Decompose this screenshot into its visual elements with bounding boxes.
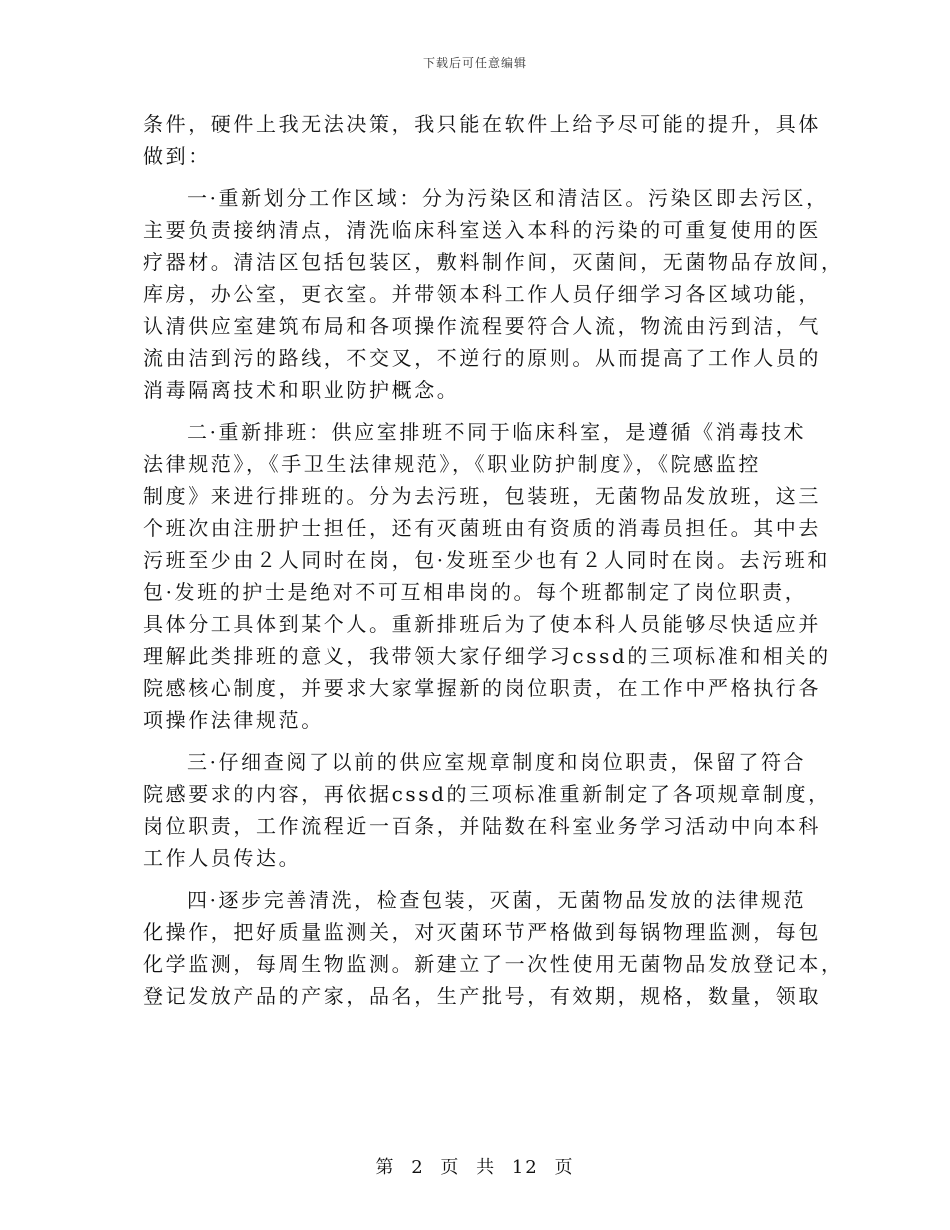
text-line: 工作人员传达。	[143, 846, 302, 870]
paragraph-first-line: 三·仔细查阅了以前的供应室规章制度和岗位职责，保留了符合	[187, 750, 807, 774]
text-line: 具体分工具体到某个人。重新排班后为了使本科人员能够尽快适应并	[143, 612, 821, 636]
text-line: 认清供应室建筑布局和各项操作流程要符合人流，物流由污到洁，气	[143, 314, 821, 338]
text-line: 条件，硬件上我无法决策，我只能在软件上给予尽可能的提升，具体	[143, 112, 821, 136]
paragraph-first-line: 一·重新划分工作区域：分为污染区和清洁区。污染区即去污区，	[187, 186, 829, 210]
text-line: 疗器材。清洁区包括包装区，敷料制作间，灭菌间，无菌物品存放间，	[143, 250, 844, 274]
text-line: 库房，办公室，更衣室。并带领本科工作人员仔细学习各区域功能，	[143, 282, 821, 306]
text-line: 消毒隔离技术和职业防护概念。	[143, 378, 460, 402]
text-line: 做到：	[143, 144, 211, 168]
text-line: 项操作法律规范。	[143, 708, 324, 732]
page-header: 下载后可任意编辑	[422, 56, 527, 70]
text-line: 包·发班的护士是绝对不可互相串岗的。每个班都制定了岗位职责，	[143, 580, 808, 604]
text-line: 法律规范》，《手卫生法律规范》，《职业防护制度》，《院感监控	[143, 452, 761, 476]
text-line: 岗位职责，工作流程近一百条，并陆数在科室业务学习活动中向本科	[143, 814, 821, 838]
text-line: 院感要求的内容，再依据cssd的三项标准重新制定了各项规章制度，	[143, 782, 831, 806]
document-body	[143, 108, 844, 1012]
text-line: 登记发放产品的产家，品名，生产批号，有效期，规格，数量，领取	[143, 984, 821, 1008]
text-line: 理解此类排班的意义，我带领大家仔细学习cssd的三项标准和相关的	[143, 644, 831, 668]
text-line: 污班至少由２人同时在岗，包·发班至少也有２人同时在岗。去污班和	[143, 548, 830, 572]
text-line: 主要负责接纳清点，清洗临床科室送入本科的污染的可重复使用的医	[143, 218, 821, 242]
text-line: 个班次由注册护士担任，还有灭菌班由有资质的消毒员担任。其中去	[143, 516, 821, 540]
text-line: 制度》来进行排班的。分为去污班，包装班，无菌物品发放班，这三	[143, 484, 821, 508]
paragraph-first-line: 二·重新排班：供应室排班不同于临床科室，是遵循《消毒技术	[187, 420, 807, 444]
page-number-footer: 第 2 页 共 12 页	[375, 1157, 575, 1178]
text-line: 院感核心制度，并要求大家掌握新的岗位职责，在工作中严格执行各	[143, 676, 821, 700]
text-line: 化操作，把好质量监测关，对灭菌环节严格做到每锅物理监测，每包	[143, 920, 821, 944]
paragraph-first-line: 四·逐步完善清洗，检查包装，灭菌，无菌物品发放的法律规范	[187, 888, 807, 912]
text-line: 流由洁到污的路线，不交叉，不逆行的原则。从而提高了工作人员的	[143, 346, 821, 370]
text-line: 化学监测，每周生物监测。新建立了一次性使用无菌物品发放登记本，	[143, 952, 844, 976]
